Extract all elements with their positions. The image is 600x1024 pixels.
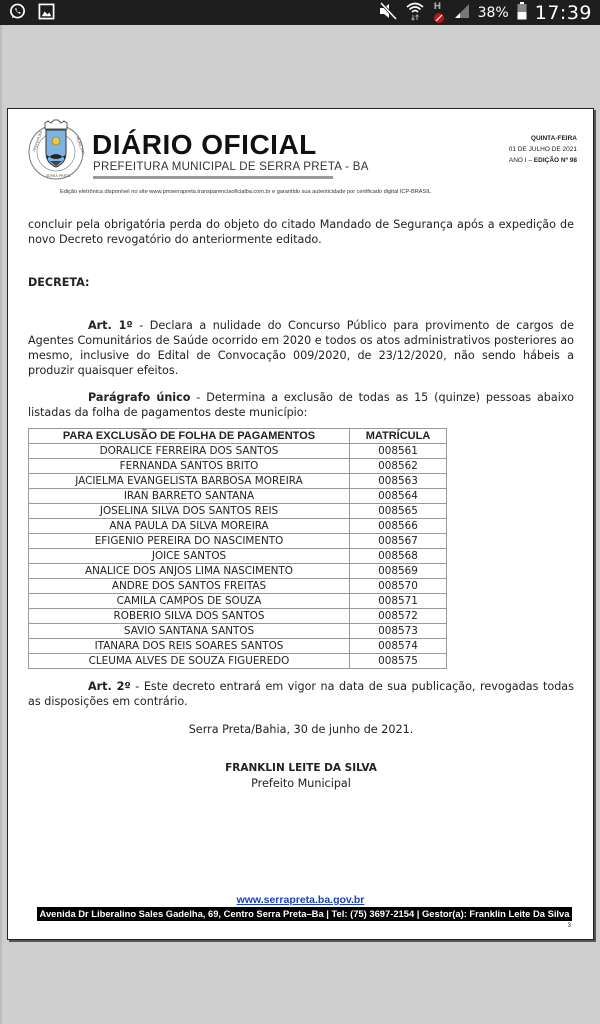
svg-text:MUNICIPAL: MUNICIPAL: [75, 135, 86, 156]
person-name: FERNANDA SANTOS BRITO: [29, 459, 350, 474]
article-2-text: - Este decreto entrará em vigor na data de sua publicação, revogadas todas as disposições em contrário.: [28, 680, 574, 708]
municipal-seal-icon: [26, 119, 86, 181]
person-name: IRAN BARRETO SANTANA: [29, 489, 350, 504]
table-row: [29, 444, 447, 459]
registration-number: 008562: [350, 459, 447, 474]
table-row: [29, 549, 447, 564]
article-2: [28, 679, 574, 709]
document-body: [28, 217, 574, 791]
clock: 17:39: [534, 2, 592, 24]
edition-year: ANO I –: [508, 157, 534, 164]
mute-icon: [378, 2, 398, 24]
article-1-text: - Declara a nulidade do Concurso Público para provimento de cargos de Agentes Comunitários de Saúde ocorrido em 2020 e todos os atos administrativos posteriores ao mesmo, inclusive do Edital de Convocação 009/2020, de 23/12/2020, não sendo hábeis a produzir quaisquer efeitos.: [28, 319, 574, 377]
registration-number: 008570: [350, 579, 447, 594]
signatory-role: Prefeito Municipal: [251, 777, 351, 790]
sole-paragraph: [28, 390, 574, 420]
place-date: Serra Preta/Bahia, 30 de junho de 2021.: [188, 723, 414, 736]
registration-number: 008569: [350, 564, 447, 579]
table-row: [29, 474, 447, 489]
table-row: [29, 609, 447, 624]
person-name: ITANARA DOS REIS SOARES SANTOS: [29, 639, 350, 654]
document-page: [7, 108, 594, 940]
whatsapp-icon: [9, 3, 26, 24]
table-row: [29, 624, 447, 639]
footer-website-link[interactable]: www.serrapreta.ba.gov.br: [236, 894, 365, 906]
person-name: DORALICE FERREIRA DOS SANTOS: [29, 444, 350, 459]
person-name: EFIGENIO PEREIRA DO NASCIMENTO: [29, 534, 350, 549]
edition-info: [509, 133, 577, 166]
table-row: [29, 639, 447, 654]
svg-text:SERRA PRETA: SERRA PRETA: [46, 174, 71, 178]
decreta-heading: DECRETA:: [28, 276, 90, 289]
person-name: JOICE SANTOS: [29, 549, 350, 564]
registration-number: 008565: [350, 504, 447, 519]
registration-number: 008575: [350, 654, 447, 669]
edition-note: Edição eletrônica disponível no site www.pmserrapreta.transparenciaoficialba.com.br e garantido sua autenticidade por certificado digital ICP-BRASIL: [60, 189, 431, 195]
sole-paragraph-text: - Determina a exclusão de todas as 15 (quinze) pessoas abaixo listadas da folha de pagamentos deste município:: [28, 391, 574, 419]
col-header-registration: MATRÍCULA: [350, 429, 447, 444]
person-name: ANA PAULA DA SILVA MOREIRA: [29, 519, 350, 534]
person-name: CAMILA CAMPOS DE SOUZA: [29, 594, 350, 609]
person-name: ANALICE DOS ANJOS LIMA NASCIMENTO: [29, 564, 350, 579]
person-name: CLEUMA ALVES DE SOUZA FIGUEREDO: [29, 654, 350, 669]
registration-number: 008564: [350, 489, 447, 504]
registration-number: 008568: [350, 549, 447, 564]
table-row: [29, 489, 447, 504]
person-name: ANDRE DOS SANTOS FREITAS: [29, 579, 350, 594]
person-name: SAVIO SANTANA SANTOS: [29, 624, 350, 639]
wifi-icon: [406, 1, 424, 25]
registration-number: 008573: [350, 624, 447, 639]
battery-percent: 38%: [477, 5, 509, 21]
table-row: [29, 504, 447, 519]
signatory-name: FRANKLIN LEITE DA SILVA: [225, 762, 377, 774]
article-1-label: Art. 1º: [88, 319, 133, 332]
svg-text:PREFEITURA: PREFEITURA: [32, 130, 44, 153]
table-row: [29, 654, 447, 669]
signal-icon: [454, 3, 470, 23]
footer-address-bar: Avenida Dr Liberalino Sales Gadelha, 69, Centro Serra Preta–Ba | Tel: (75) 3697-2154 | Gestor(a): Franklin Leite Da Silva: [37, 907, 572, 921]
person-name: JOSELINA SILVA DOS SANTOS REIS: [29, 504, 350, 519]
battery-icon: [517, 2, 527, 24]
table-row: [29, 534, 447, 549]
registration-number: 008566: [350, 519, 447, 534]
intro-paragraph: concluir pela obrigatória perda do objeto do citado Mandado de Segurança após a expedição de novo Decreto revogatório do anteriormente editado.: [28, 218, 574, 246]
registration-number: 008563: [350, 474, 447, 489]
weekday: QUINTA-FEIRA: [530, 135, 577, 142]
gazette-subtitle: PREFEITURA MUNICIPAL DE SERRA PRETA - BA: [93, 161, 369, 173]
header-rule: [93, 176, 333, 179]
status-bar: [0, 0, 600, 25]
table-row: [29, 519, 447, 534]
hplus-data-icon: H: [432, 2, 446, 24]
gazette-title: DIÁRIO OFICIAL: [92, 129, 317, 160]
issue-date: 01 DE JULHO DE 2021: [508, 146, 577, 153]
table-row: [29, 564, 447, 579]
col-header-name: PARA EXCLUSÃO DE FOLHA DE PAGAMENTOS: [29, 429, 350, 444]
person-name: ROBERIO SILVA DOS SANTOS: [29, 609, 350, 624]
table-row: [29, 594, 447, 609]
gallery-icon: [38, 3, 55, 24]
exclusion-table: [28, 428, 447, 669]
registration-number: 008567: [350, 534, 447, 549]
person-name: JACIELMA EVANGELISTA BARBOSA MOREIRA: [29, 474, 350, 489]
sole-paragraph-label: Parágrafo único: [88, 391, 191, 404]
page-number: 3: [567, 923, 571, 929]
registration-number: 008574: [350, 639, 447, 654]
registration-number: 008572: [350, 609, 447, 624]
article-1: [28, 318, 574, 378]
registration-number: 008571: [350, 594, 447, 609]
table-row: [29, 579, 447, 594]
article-2-label: Art. 2º: [88, 680, 131, 693]
registration-number: 008561: [350, 444, 447, 459]
edition-number: EDIÇÃO Nº 98: [533, 157, 577, 164]
table-row: [29, 459, 447, 474]
